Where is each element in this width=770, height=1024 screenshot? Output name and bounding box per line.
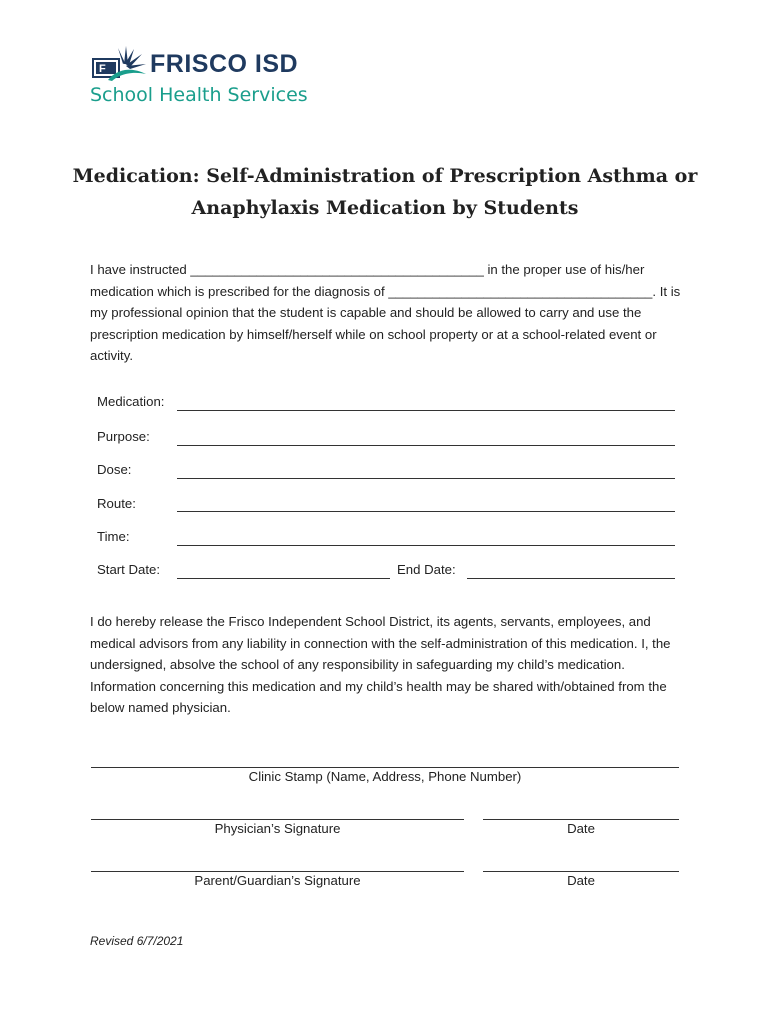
title-line-2: Anaphylaxis Medication by Students	[191, 197, 579, 219]
clinic-stamp-line[interactable]	[91, 767, 679, 768]
end-date-field[interactable]	[467, 578, 675, 579]
revised-date: Revised 6/7/2021	[90, 934, 184, 948]
medication-label: Medication:	[97, 394, 165, 409]
purpose-field[interactable]	[177, 445, 675, 446]
guardian-date-line[interactable]	[483, 871, 679, 872]
start-date-label: Start Date:	[97, 562, 161, 577]
purpose-label: Purpose:	[97, 429, 150, 444]
release-paragraph: I do hereby release the Frisco Independent School District, its agents, servants, employees, and medical advisors from any liability in connection with the self-administration of this medication. I, the undersigned, absolve the school of any responsibility in safeguarding my child’s medication. Information concerning this medication and my child’s health may be shared with/obtained from the below named physician.	[90, 614, 671, 715]
guardian-signature-caption: Parent/Guardian’s Signature	[194, 873, 361, 888]
document-title	[60, 160, 710, 224]
start-date-field[interactable]	[177, 578, 390, 579]
clinic-stamp-caption: Clinic Stamp (Name, Address, Phone Number)	[248, 769, 522, 784]
route-field[interactable]	[177, 511, 675, 512]
end-date-label: End Date:	[397, 562, 456, 577]
route-label: Route:	[97, 496, 136, 511]
guardian-date-caption: Date	[567, 873, 595, 888]
physician-signature-line[interactable]	[91, 819, 464, 820]
logo-name: FRISCO ISD	[150, 50, 299, 78]
medication-field[interactable]	[177, 410, 675, 411]
physician-date-caption: Date	[567, 821, 595, 836]
dose-label: Dose:	[97, 462, 132, 477]
frisco-isd-logo	[90, 44, 320, 114]
title-line-1: Medication: Self-Administration of Prescription Asthma or	[72, 165, 698, 187]
dose-field[interactable]	[177, 478, 675, 479]
time-label: Time:	[97, 529, 130, 544]
intro-paragraph: I have instructed ________________________________________ in the proper use of his/her medication which is prescribed for the diagnosis of ____________________________________. It is my professional opinion that the student is capable and should be allowed to carry and use the prescription medication by himself/herself while on school property or at a school-related event or activity.	[90, 262, 681, 363]
frisco-isd-logo-icon	[90, 44, 148, 82]
svg-text:F: F	[99, 63, 106, 75]
physician-signature-caption: Physician’s Signature	[214, 821, 341, 836]
logo-subtitle: School Health Services	[90, 84, 308, 106]
time-field[interactable]	[177, 545, 675, 546]
physician-date-line[interactable]	[483, 819, 679, 820]
guardian-signature-line[interactable]	[91, 871, 464, 872]
